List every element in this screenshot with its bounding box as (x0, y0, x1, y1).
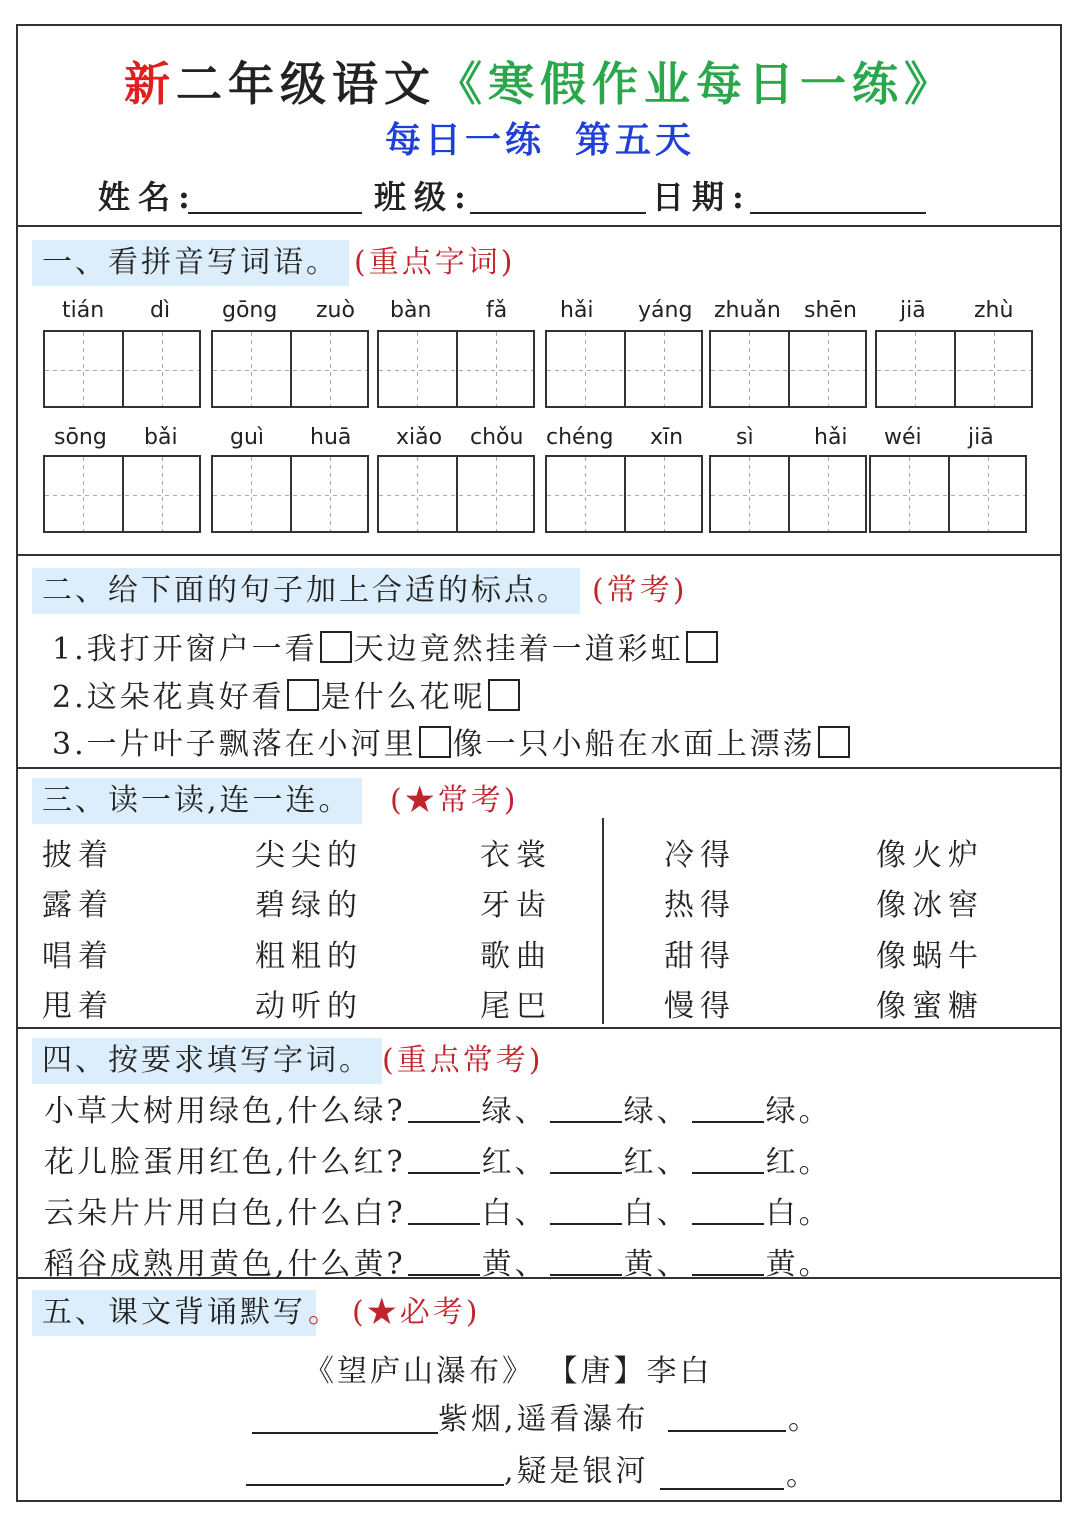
section-5-tag: (★必考) (352, 1295, 481, 1330)
poem-line-1: 紫烟,遥看瀑布 (438, 1402, 649, 1437)
poem-blank[interactable] (252, 1432, 438, 1434)
pinyin: shēn (804, 298, 857, 323)
match-word[interactable]: 粗粗的 (255, 939, 363, 974)
fill-blank[interactable] (692, 1146, 764, 1174)
fill-blank[interactable] (692, 1197, 764, 1225)
writing-box[interactable] (211, 455, 369, 533)
section-2-tag: (常考) (592, 573, 688, 608)
pinyin: bǎi (144, 425, 178, 450)
match-word[interactable]: 甜得 (664, 939, 736, 974)
fill-blank[interactable] (408, 1248, 480, 1276)
punctuation-box[interactable] (419, 726, 451, 758)
fill-blank[interactable] (408, 1146, 480, 1174)
writing-box[interactable] (545, 330, 703, 408)
section-1-tag: (重点字词) (354, 245, 516, 280)
writing-box[interactable] (43, 455, 201, 533)
pinyin: chǒu (470, 425, 524, 450)
match-word[interactable]: 碧绿的 (255, 888, 363, 923)
match-word[interactable]: 唱着 (42, 939, 114, 974)
writing-box[interactable] (545, 455, 703, 533)
pinyin: hǎi (814, 425, 848, 450)
match-word[interactable]: 尾巴 (480, 989, 552, 1024)
poem-blank[interactable] (668, 1430, 786, 1432)
writing-box[interactable] (377, 330, 535, 408)
section-4-tag: (重点常考) (382, 1043, 544, 1078)
date-field[interactable] (750, 212, 926, 214)
pinyin: zhù (974, 298, 1014, 323)
punctuation-box[interactable] (818, 726, 850, 758)
class-label: 班级: (374, 178, 474, 216)
match-word[interactable]: 慢得 (664, 989, 736, 1024)
match-word[interactable]: 冷得 (664, 838, 736, 873)
poem-title: 《望庐山瀑布》 (304, 1354, 535, 1389)
match-word[interactable]: 像蜜糖 (876, 989, 984, 1024)
page-title (0, 48, 1080, 114)
fill-row: 小草大树用绿色,什么绿? 绿、 绿、 绿。 (44, 1094, 832, 1129)
sentence-2: 2.这朵花真好看 是什么花呢 (52, 672, 522, 716)
pinyin: xīn (650, 425, 684, 450)
writing-box[interactable] (709, 330, 867, 408)
pinyin: sōng (54, 425, 107, 450)
title-main: 二年级语文 (176, 57, 436, 111)
punctuation-box[interactable] (686, 631, 718, 663)
pinyin: wéi (884, 425, 922, 450)
divider (16, 225, 1062, 227)
match-word[interactable]: 露着 (42, 888, 114, 923)
writing-box[interactable] (211, 330, 369, 408)
match-word[interactable]: 热得 (664, 888, 736, 923)
fill-blank[interactable] (550, 1146, 622, 1174)
poem-blank[interactable] (660, 1488, 784, 1490)
poem-line-2: ,疑是银河 (504, 1454, 649, 1489)
fill-row: 稻谷成熟用黄色,什么黄? 黄、 黄、 黄。 (44, 1247, 832, 1282)
fill-blank[interactable] (692, 1248, 764, 1276)
title-prefix: 新 (124, 57, 176, 111)
match-word[interactable]: 尖尖的 (255, 838, 363, 873)
fill-row: 云朵片片用白色,什么白? 白、 白、 白。 (44, 1196, 832, 1231)
divider (16, 767, 1062, 769)
subtitle-practice: 每日一练 (384, 119, 545, 161)
poem-author: 【唐】李白 (547, 1354, 713, 1389)
pinyin: sì (736, 425, 754, 450)
match-word[interactable]: 像蜗牛 (876, 939, 984, 974)
class-field[interactable] (470, 212, 646, 214)
column-divider (602, 818, 604, 1024)
fill-blank[interactable] (550, 1095, 622, 1123)
pinyin: gōng (222, 298, 278, 323)
poem-heading (304, 1346, 713, 1390)
divider (16, 554, 1062, 556)
pinyin: yáng (638, 298, 693, 323)
match-word[interactable]: 像火炉 (876, 838, 984, 873)
pinyin: fǎ (486, 298, 508, 323)
fill-row: 花儿脸蛋用红色,什么红? 红、 红、 红。 (44, 1145, 832, 1180)
punctuation-box[interactable] (488, 679, 520, 711)
match-word[interactable]: 像冰窖 (876, 888, 984, 923)
fill-blank[interactable] (408, 1095, 480, 1123)
poem-punct: 。 (786, 1458, 819, 1493)
pinyin: xiǎo (396, 425, 443, 450)
writing-box[interactable] (869, 455, 1027, 533)
pinyin: chéng (546, 425, 614, 450)
section-1-heading: 一、看拼音写词语。 (32, 240, 349, 286)
fill-blank[interactable] (692, 1095, 764, 1123)
pinyin: tián (62, 298, 105, 323)
section-5-heading: 五、课文背诵默写 (32, 1290, 316, 1336)
section-5-heading-end: 。 (308, 1295, 341, 1330)
section-2-heading: 二、给下面的句子加上合适的标点。 (32, 568, 580, 614)
poem-punct: 。 (788, 1402, 821, 1437)
match-word[interactable]: 牙齿 (480, 888, 552, 923)
match-word[interactable]: 衣裳 (480, 838, 552, 873)
pinyin: zuò (316, 298, 355, 323)
date-label: 日期: (652, 178, 752, 216)
sentence-1: 1.我打开窗户一看 天边竟然挂着一道彩虹 (52, 624, 720, 668)
writing-box[interactable] (709, 455, 867, 533)
match-word[interactable]: 披着 (42, 838, 114, 873)
pinyin: hǎi (560, 298, 594, 323)
writing-box[interactable] (43, 330, 201, 408)
pinyin: jiā (968, 425, 994, 450)
name-label: 姓名: (98, 178, 198, 216)
fill-blank[interactable] (550, 1248, 622, 1276)
pinyin: huā (310, 425, 352, 450)
fill-blank[interactable] (550, 1197, 622, 1225)
writing-box[interactable] (377, 455, 535, 533)
section-3-heading: 三、读一读,连一连。 (32, 778, 362, 824)
divider (16, 1027, 1062, 1029)
pinyin: jiā (900, 298, 926, 323)
fill-blank[interactable] (408, 1197, 480, 1225)
subtitle-day: 第五天 (575, 119, 696, 161)
pinyin: bàn (390, 298, 432, 323)
pinyin: dì (150, 298, 171, 323)
title-book: 《寒假作业每日一练》 (436, 57, 956, 111)
section-3-tag: (★常考) (390, 783, 519, 818)
section-4-heading: 四、按要求填写字词。 (32, 1038, 382, 1084)
page-subtitle (0, 112, 1080, 163)
writing-box[interactable] (875, 330, 1033, 408)
pinyin: guì (230, 425, 265, 450)
punctuation-box[interactable] (320, 631, 352, 663)
match-word[interactable]: 甩着 (42, 989, 114, 1024)
match-word[interactable]: 歌曲 (480, 939, 552, 974)
name-field[interactable] (188, 212, 362, 214)
sentence-3: 3.一片叶子飘落在小河里 像一只小船在水面上漂荡 (52, 719, 852, 763)
match-word[interactable]: 动听的 (255, 989, 363, 1024)
pinyin: zhuǎn (714, 298, 781, 323)
punctuation-box[interactable] (287, 679, 319, 711)
poem-blank[interactable] (246, 1484, 504, 1486)
